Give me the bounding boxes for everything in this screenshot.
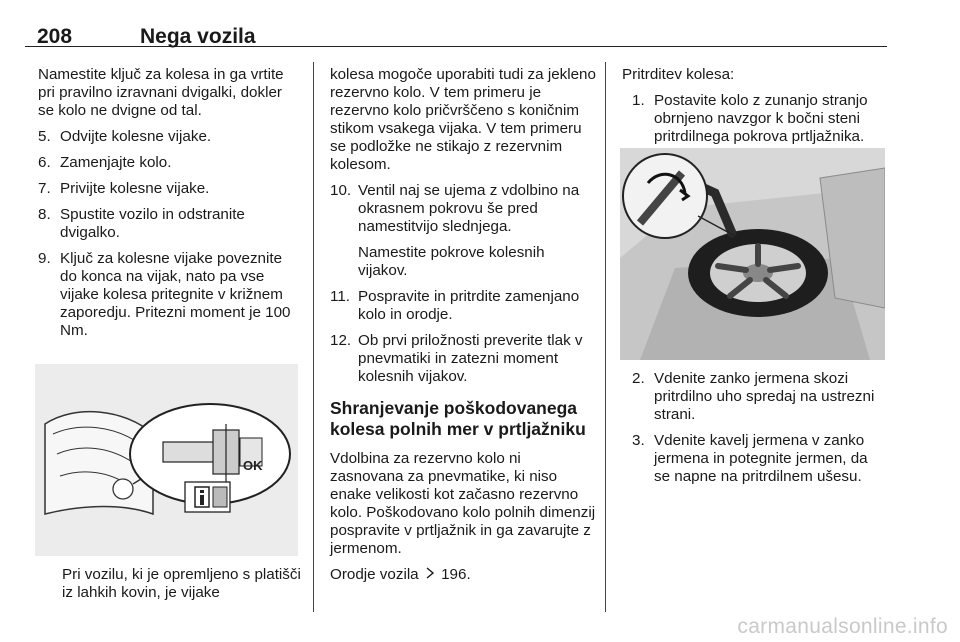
ok-label: OK: [243, 458, 263, 473]
list-item: 11. Pospravite in pritrdite zamenjano kolo in orodje.: [330, 288, 580, 323]
list-item: 8. Spustite vozilo in odstranite dvigalko.: [38, 206, 245, 241]
list-item: 5. Odvijte kolesne vijake.: [38, 128, 212, 145]
wheel-bolt-illustration: [35, 364, 298, 556]
column-divider: [313, 62, 314, 612]
list-item: 1. Postavite kolo z zunanjo stranjo obrnjeno navzgor k bočni steni pritrdilnega pokrova prtljažnika.: [632, 92, 868, 145]
list-item: 6. Zamenjajte kolo.: [38, 154, 172, 171]
list-item: 3. Vdenite kavelj jermena v zanko jermena in potegnite jermen, da se napne na pritrdilnem ušesu.: [632, 432, 868, 485]
list-item: 7. Privijte kolesne vijake.: [38, 180, 210, 197]
column-divider: [605, 62, 606, 612]
paragraph: kolesa mogoče uporabiti tudi za jekleno rezervno kolo. V tem primeru je rezervno kolo pričvrščeno s koničnim stikom vsakega vijaka. V tem primeru se podložke ne stikajo z rezervnim kolesom.: [330, 66, 596, 173]
reference-page-link[interactable]: 196.: [441, 566, 471, 583]
spare-wheel-trunk-figure: [620, 148, 885, 360]
list-item: 2. Vdenite zanko jermena skozi pritrdilno uho spredaj na ustrezni strani.: [632, 370, 875, 423]
section-heading: Shranjevanje poškodovanega kolesa polnih mer v prtljažniku: [330, 398, 586, 439]
paragraph: Pri vozilu, ki je opremljeno s platišči iz lahkih kovin, je vijake: [62, 566, 301, 601]
list-item: 12. Ob prvi priložnosti preverite tlak v pnevmatiki in zatezni moment kolesnih vijakov.: [330, 332, 583, 385]
col1-bottom: [62, 566, 302, 610]
intro-text: Namestite ključ za kolesa in ga vrtite pri pravilno izravnani dvigalki, dokler se kolo ne dvigne od tal.: [38, 66, 284, 119]
watermark: carmanualsonline.info: [737, 615, 948, 638]
step-note: Namestite pokrove kolesnih vijakov.: [358, 244, 545, 279]
chapter-title: Nega vozila: [140, 25, 256, 48]
list-item: 9. Ključ za kolesne vijake poveznite do konca na vijak, nato pa vse vijake kolesa pritegnite v križnem zaporedju. Pritezni moment je 100 Nm.: [38, 250, 291, 339]
page-number: 208: [37, 25, 73, 48]
arrow-reference-icon: [425, 566, 435, 584]
list-item: 10. Ventil naj se ujema z vdolbino na okrasnem pokrovu še pred namestitvijo slednjega. Namestite pokrove kolesnih vijakov.: [330, 182, 596, 280]
column-3-lower: [622, 370, 884, 494]
spare-wheel-illustration: [620, 148, 885, 360]
column-3: [622, 66, 884, 154]
column-1: [38, 66, 300, 348]
paragraph: Vdolbina za rezervno kolo ni zasnovana za pnevmatike, ki niso enake velikosti kot začasno rezervno kolo. Poškodovano kolo polnih dimenzij pospravite v prtljažnik in ga zavarujte z jermenom.: [330, 450, 596, 557]
column-2: [330, 66, 596, 592]
cross-reference: Orodje vozila 196.: [330, 566, 471, 583]
wheel-bolt-figure: [35, 364, 298, 556]
lead-text: Pritrditev kolesa:: [622, 66, 735, 83]
page-header: [25, 8, 887, 47]
